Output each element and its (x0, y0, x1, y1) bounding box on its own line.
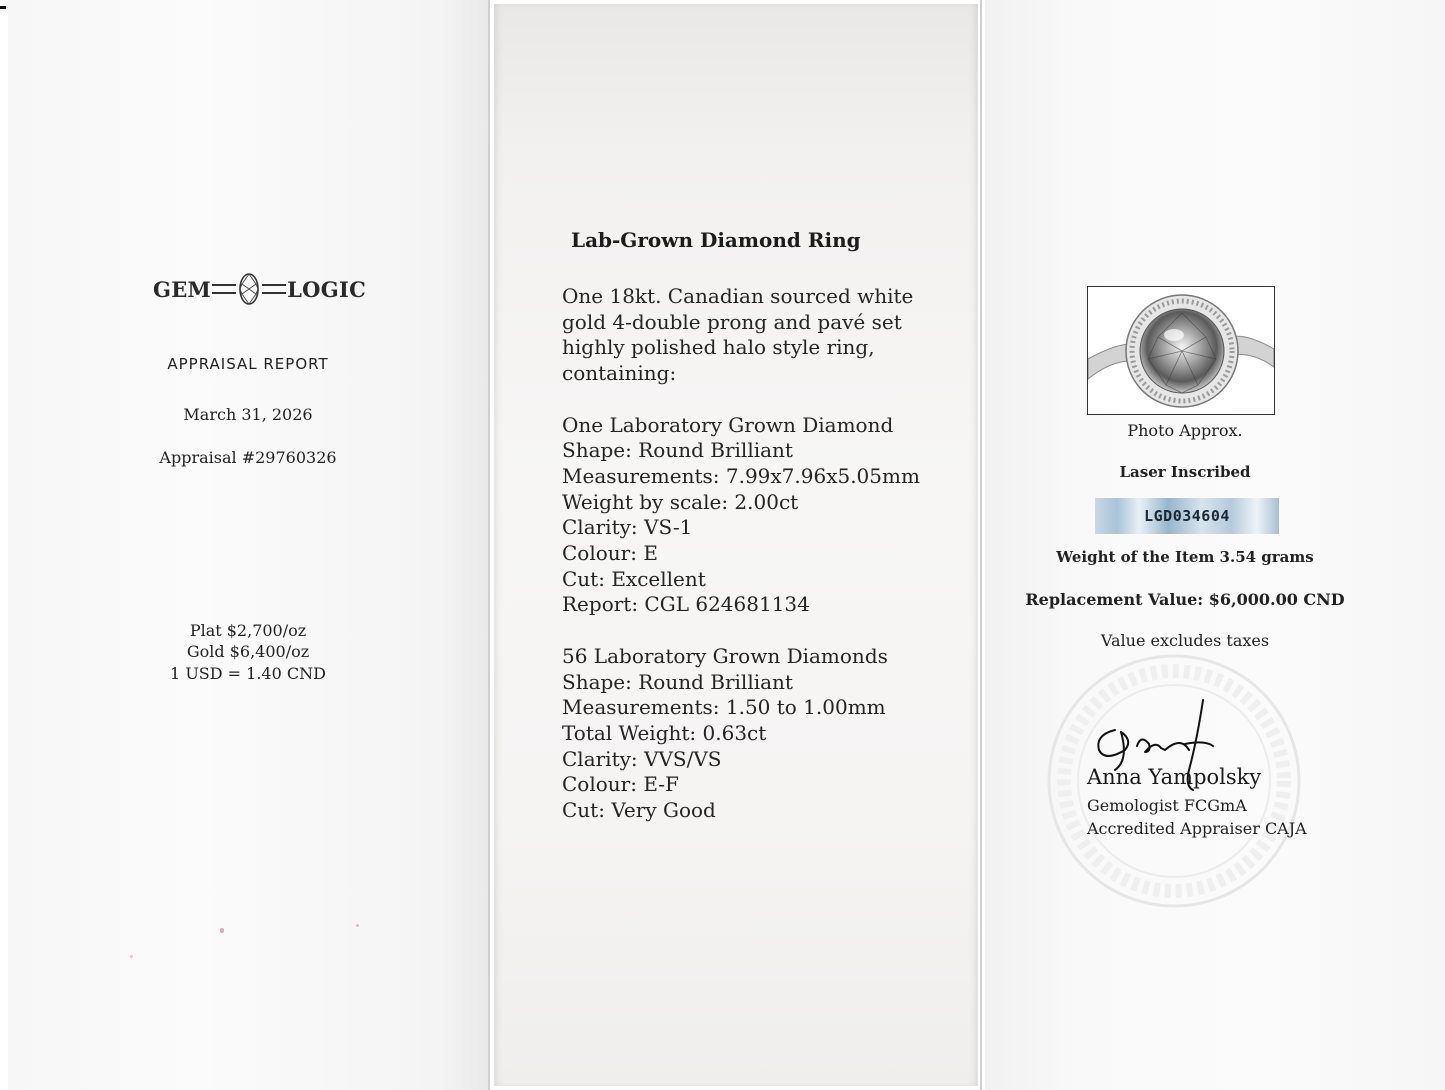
center-stone-line: Weight by scale: 2.00ct (562, 489, 799, 514)
signer-title: Gemologist FCGmA (1087, 796, 1247, 815)
center-stone-line: Shape: Round Brilliant (562, 438, 793, 463)
logo-right-word: LOGIC (287, 276, 367, 302)
description-line: containing: (562, 361, 677, 386)
ink-speck (130, 955, 133, 958)
signer-name: Anna Yampolsky (1087, 765, 1262, 789)
report-title: APPRAISAL REPORT (167, 355, 329, 373)
appraisal-number: Appraisal #29760326 (159, 448, 337, 467)
center-stone-line: One Laboratory Grown Diamond (562, 412, 894, 437)
item-title: Lab-Grown Diamond Ring (571, 228, 861, 252)
right-panel (985, 0, 1445, 1090)
oval-diamond-icon (238, 272, 260, 306)
center-stone-line: Report: CGL 624681134 (562, 592, 810, 617)
rate-platinum: Plat $2,700/oz (189, 621, 307, 640)
side-stones-line: Cut: Very Good (562, 798, 716, 823)
description-line: gold 4-double prong and pavé set (562, 309, 902, 334)
left-panel (8, 0, 488, 1090)
signature-icon (1085, 690, 1225, 810)
inscription-code: LGD034604 (1144, 507, 1230, 525)
ink-speck (220, 928, 224, 933)
center-stone-line: Colour: E (562, 541, 658, 566)
center-stone-line: Clarity: VS-1 (562, 515, 693, 540)
logo-bar-right (262, 284, 286, 294)
fold-line-left (488, 0, 490, 1090)
side-stones-line: 56 Laboratory Grown Diamonds (562, 643, 888, 668)
side-stones-line: Clarity: VVS/VS (562, 746, 722, 771)
rate-gold: Gold $6,400/oz (186, 642, 310, 661)
item-description (562, 284, 920, 824)
fold-line-right (980, 0, 982, 1090)
center-stone-line: Cut: Excellent (562, 566, 706, 591)
side-stones-line: Shape: Round Brilliant (562, 669, 793, 694)
middle-panel (494, 4, 978, 1086)
scan-edge-mark (0, 6, 6, 9)
laser-inscription-image (1095, 498, 1279, 534)
ring-icon (1088, 287, 1274, 414)
logo-left-word: GEM (153, 276, 212, 302)
laser-inscribed-label: Laser Inscribed (1119, 463, 1251, 481)
gem-logic-logo (153, 272, 366, 306)
item-weight: Weight of the Item 3.54 grams (1056, 548, 1314, 566)
replacement-value: Replacement Value: $6,000.00 CND (1025, 590, 1345, 609)
side-stones-line: Total Weight: 0.63ct (562, 720, 767, 745)
ink-speck (356, 924, 359, 927)
value-note: Value excludes taxes (1100, 631, 1270, 650)
rate-exchange: 1 USD = 1.40 CND (170, 664, 326, 683)
description-line: highly polished halo style ring, (562, 335, 875, 360)
side-stones-line: Colour: E-F (562, 772, 679, 797)
description-line: One 18kt. Canadian sourced white (562, 284, 914, 308)
logo-bar-left (212, 284, 236, 294)
photo-caption: Photo Approx. (1127, 421, 1243, 440)
ring-photo (1087, 286, 1275, 415)
center-stone-line: Measurements: 7.99x7.96x5.05mm (562, 463, 920, 488)
report-date: March 31, 2026 (183, 405, 313, 424)
side-stones-line: Measurements: 1.50 to 1.00mm (562, 695, 886, 720)
signer-accreditation: Accredited Appraiser CAJA (1087, 819, 1307, 838)
